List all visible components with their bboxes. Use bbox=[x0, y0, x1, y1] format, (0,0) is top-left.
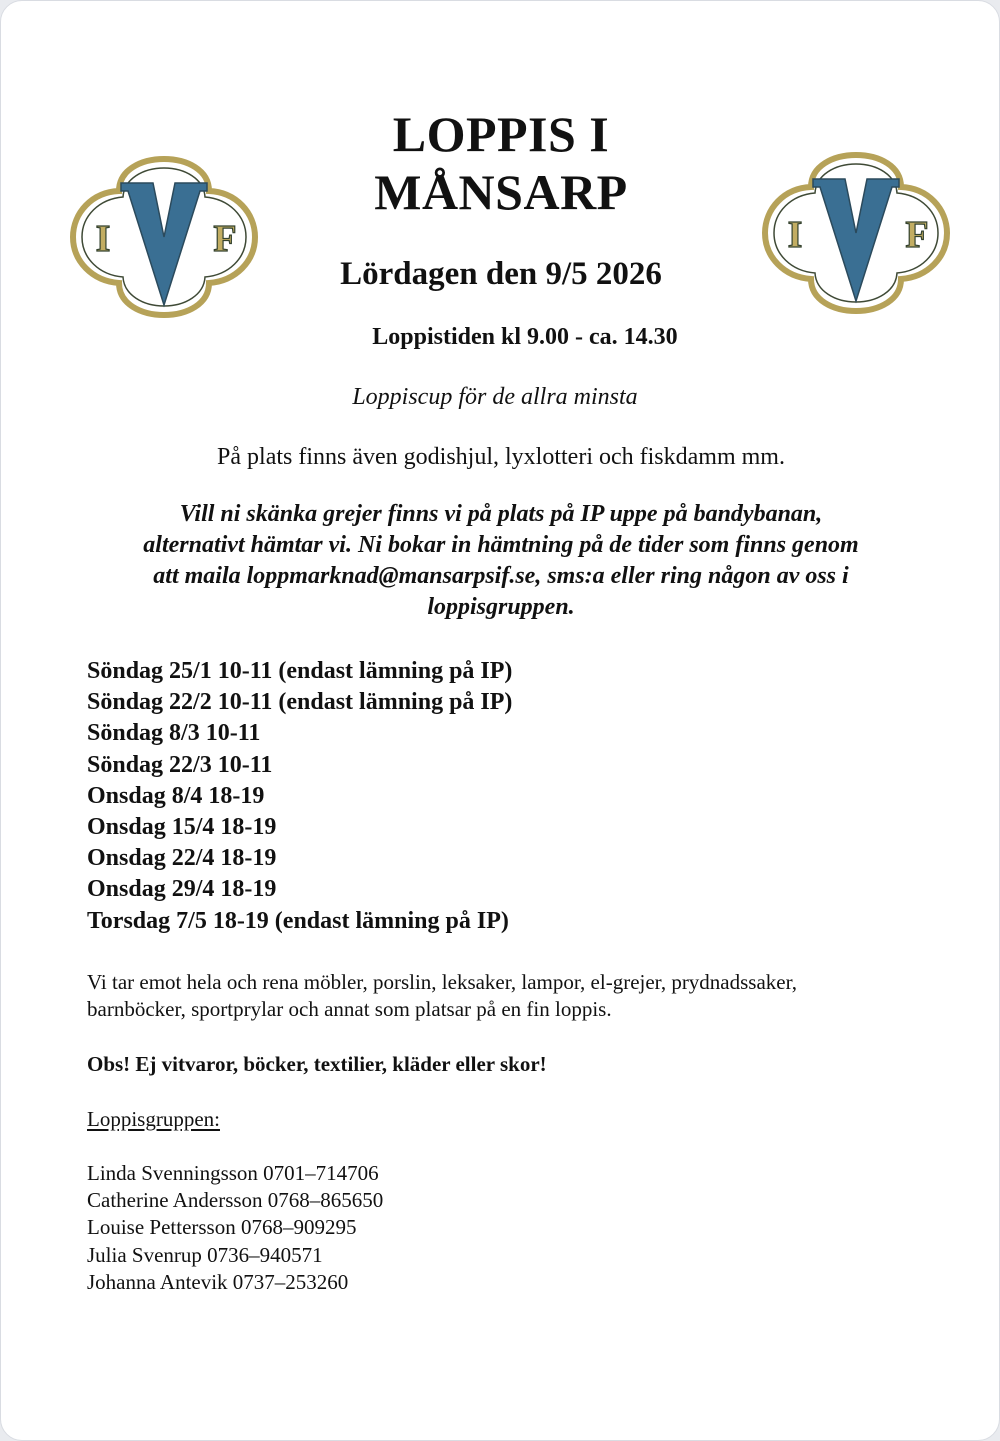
title-line-2: MÅNSARP bbox=[374, 164, 628, 220]
event-hours: Loppistiden kl 9.00 - ca. 14.30 bbox=[372, 324, 678, 350]
accepted-items-line: Vi tar emot hela och rena möbler, porslin, leksaker, lampor, el-grejer, prydnadssaker, bbox=[87, 970, 798, 994]
loppiscup-note: Loppiscup för de allra minsta bbox=[352, 384, 638, 410]
schedule-item: Onsdag 29/4 18-19 bbox=[87, 876, 277, 903]
event-date: Lördagen den 9/5 2026 bbox=[340, 256, 662, 292]
title-line-1: LOPPIS I bbox=[392, 106, 610, 162]
schedule-item: Torsdag 7/5 18-19 (endast lämning på IP) bbox=[87, 907, 509, 934]
logo-letter-f: F bbox=[213, 218, 237, 260]
schedule-item: Onsdag 22/4 18-19 bbox=[87, 845, 277, 872]
contact-item: Julia Svenrup 0736–940571 bbox=[87, 1242, 323, 1267]
accepted-items bbox=[87, 969, 797, 1023]
logo-letter-i: I bbox=[95, 218, 111, 260]
pickup-schedule bbox=[87, 656, 512, 937]
excluded-items-note: Obs! Ej vitvaror, böcker, textilier, kläder eller skor! bbox=[87, 1052, 547, 1076]
logo-letter-i: I bbox=[787, 214, 803, 256]
schedule-item: Onsdag 15/4 18-19 bbox=[87, 814, 277, 841]
donation-line: loppisgruppen. bbox=[427, 594, 575, 620]
schedule-item: Söndag 8/3 10-11 bbox=[87, 720, 261, 747]
schedule-item: Söndag 22/3 10-11 bbox=[87, 751, 273, 778]
extras-note: På plats finns även godishjul, lyxlotteri och fiskdamm mm. bbox=[217, 444, 785, 470]
donation-line: att maila loppmarknad@mansarpsif.se, sms:a eller ring någon av oss i bbox=[153, 563, 849, 589]
donation-line: alternativt hämtar vi. Ni bokar in hämtning på de tider som finns genom bbox=[143, 532, 859, 558]
logo-letter-f: F bbox=[905, 214, 929, 256]
group-heading: Loppisgruppen: bbox=[87, 1107, 220, 1131]
accepted-items-line: barnböcker, sportprylar och annat som platsar på en fin loppis. bbox=[87, 997, 612, 1021]
contact-list bbox=[87, 1160, 383, 1296]
page-title bbox=[1, 105, 1000, 221]
contact-item: Louise Pettersson 0768–909295 bbox=[87, 1215, 357, 1240]
contact-item: Linda Svenningsson 0701–714706 bbox=[87, 1161, 379, 1185]
contact-item: Catherine Andersson 0768–865650 bbox=[87, 1188, 384, 1213]
donation-info bbox=[1, 499, 1000, 623]
schedule-item: Onsdag 8/4 18-19 bbox=[87, 782, 265, 809]
donation-line: Vill ni skänka grejer finns vi på plats på IP uppe på bandybanan, bbox=[179, 501, 823, 527]
schedule-item: Söndag 25/1 10-11 (endast lämning på IP) bbox=[87, 658, 513, 684]
schedule-item: Söndag 22/2 10-11 (endast lämning på IP) bbox=[87, 689, 513, 716]
contact-item: Johanna Antevik 0737–253260 bbox=[87, 1269, 349, 1294]
